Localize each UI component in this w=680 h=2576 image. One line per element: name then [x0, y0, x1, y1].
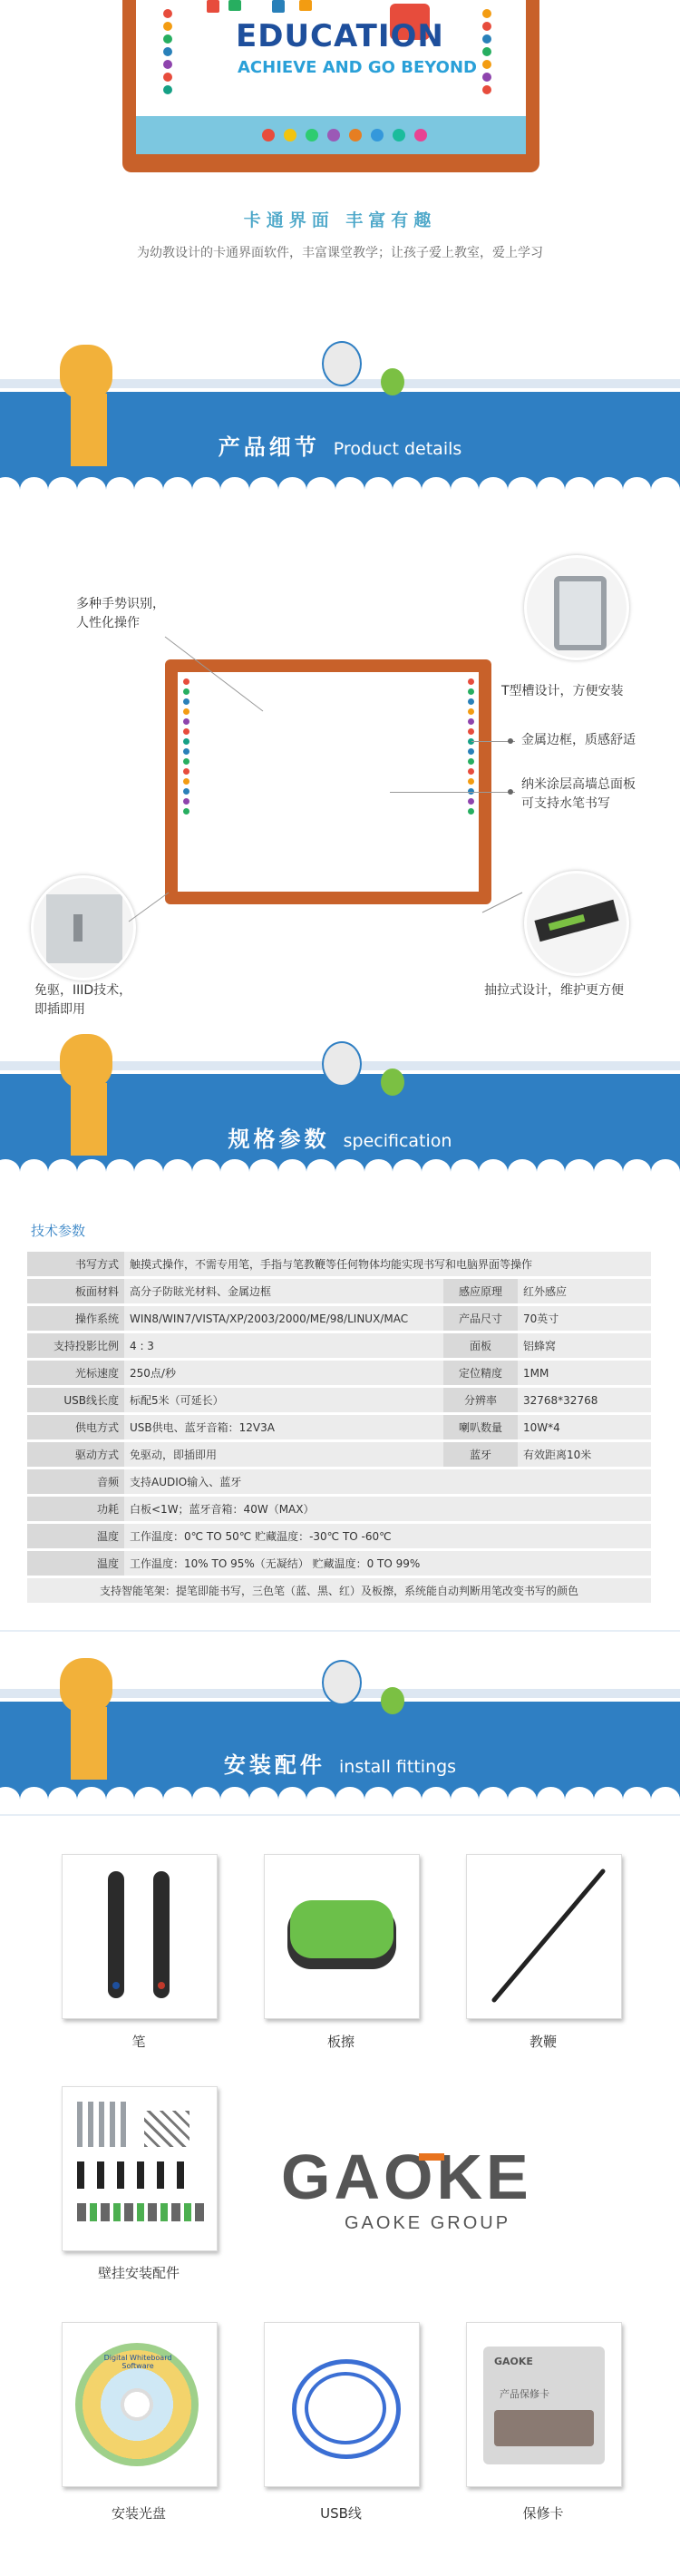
balloon-icon [381, 1687, 404, 1714]
callout-tslot: T型槽设计，方便安装 [501, 684, 624, 698]
section-title-en: specification [343, 1131, 452, 1151]
spec-key: 喇叭数量 [443, 1414, 518, 1441]
hero-letter-block [299, 0, 312, 11]
spec-heading: 技术参数 [31, 1223, 86, 1239]
spec-value: 70英寸 [518, 1305, 651, 1332]
spec-key: 分辨率 [443, 1387, 518, 1414]
fitting-mount-card [62, 2086, 218, 2251]
spec-value: 标配5米（可延长） [124, 1387, 443, 1414]
spec-key: 书写方式 [27, 1252, 124, 1278]
spec-key: 面板 [443, 1332, 518, 1360]
spec-key: 供电方式 [27, 1414, 124, 1441]
leader-line [390, 792, 515, 793]
spec-row [27, 1523, 651, 1550]
hero-letter-block [228, 0, 241, 11]
brand-subtitle: GAOKE GROUP [345, 2213, 511, 2233]
spec-key: 温度 [27, 1523, 124, 1550]
balloon-icon [322, 341, 362, 386]
callout-metal: 金属边框，质感舒适 [521, 733, 636, 747]
leader-line [127, 889, 172, 925]
spec-key: 定位精度 [443, 1360, 518, 1387]
section-title-detail [0, 429, 680, 461]
fitting-eraser-card [264, 1854, 420, 2019]
spec-value: 32768*32768 [518, 1387, 651, 1414]
spec-key: USB线长度 [27, 1387, 124, 1414]
hero-slogan-sub: 为幼教设计的卡通界面软件，丰富课堂教学；让孩子爱上教室，爱上学习 [137, 246, 543, 260]
brand-logo-accent [419, 2153, 444, 2200]
balloon-icon [381, 1068, 404, 1096]
spec-row [27, 1414, 651, 1441]
hero-slogan: 卡通界面 丰富有趣 [243, 210, 437, 230]
spec-value: 高分子防眩光材料、金属边框 [124, 1278, 443, 1305]
leader-line [481, 889, 526, 916]
spec-key: 产品尺寸 [443, 1305, 518, 1332]
leader-dot [508, 738, 513, 744]
fitting-usb-label: USB线 [320, 2505, 362, 2522]
spec-value: 免驱动，即插即用 [124, 1441, 443, 1469]
fitting-pointer-card [466, 1854, 622, 2019]
spec-key: 温度 [27, 1550, 124, 1577]
spec-value: 10W*4 [518, 1414, 651, 1441]
spec-row [27, 1387, 651, 1414]
spec-key: 感应原理 [443, 1278, 518, 1305]
section-title-fittings [0, 1747, 680, 1779]
spec-value: WIN8/WIN7/VISTA/XP/2003/2000/ME/98/LINUX/MAC [124, 1305, 443, 1332]
spec-value: 工作温度：10% TO 95%（无凝结） 贮藏温度：0 TO 99% [124, 1550, 651, 1577]
spec-key: 驱动方式 [27, 1441, 124, 1469]
spec-table [27, 1252, 651, 1605]
spec-value: USB供电、蓝牙音箱：12V3A [124, 1414, 443, 1441]
spec-row [27, 1441, 651, 1469]
callout-drive: 免驱，IIID技术， 即插即用 [34, 983, 132, 1017]
section-title-cn: 产品细节 [218, 434, 320, 460]
spec-key: 操作系统 [27, 1305, 124, 1332]
fitting-pen-label: 笔 [131, 2034, 146, 2050]
fitting-warranty-card [466, 2322, 622, 2487]
spec-value: 触摸式操作，不需专用笔，手指与笔教鞭等任何物体均能实现书写和电脑界面等操作 [124, 1252, 651, 1278]
brand-logo: GAOKE [281, 2142, 532, 2212]
spec-value: 有效距离10米 [518, 1441, 651, 1469]
fitting-pointer-label: 教鞭 [529, 2034, 557, 2050]
spec-value: 白板<1W；蓝牙音箱：40W（MAX） [124, 1496, 651, 1523]
spec-value: 铝蜂窝 [518, 1332, 651, 1360]
hero-right-toolbar [479, 5, 495, 114]
drawer-closeup-image [524, 871, 629, 976]
fitting-usb-card [264, 2322, 420, 2487]
section-title-cn: 规格参数 [228, 1127, 330, 1152]
callout-drawer: 抽拉式设计，维护更方便 [484, 983, 624, 998]
spec-row [27, 1252, 651, 1278]
fitting-eraser-label: 板擦 [326, 2034, 355, 2050]
balloon-icon [381, 368, 404, 395]
warranty-card-text: 产品保修卡 [500, 2388, 549, 2400]
fitting-pen-card [62, 1854, 218, 2019]
hero-color-dots [172, 123, 517, 147]
section-title-cn: 安装配件 [223, 1752, 325, 1778]
spec-row [27, 1577, 651, 1605]
hero-letter-block [207, 0, 219, 13]
tslot-closeup-image [524, 555, 629, 660]
warranty-brand: GAOKE [494, 2356, 533, 2367]
fitting-warranty-label: 保修卡 [522, 2505, 564, 2522]
spec-row [27, 1496, 651, 1523]
spec-value: 1MM [518, 1360, 651, 1387]
balloon-icon [322, 1041, 362, 1087]
spec-value: 支持AUDIO输入、蓝牙 [124, 1469, 651, 1496]
spec-key: 板面材料 [27, 1278, 124, 1305]
cd-label: Digital Whiteboard Software [103, 2354, 172, 2370]
whiteboard-right-toolbar [464, 675, 477, 889]
hero-headline: EDUCATION [236, 18, 444, 54]
usb-port-closeup-image [31, 875, 136, 981]
callout-nano: 纳米涂层高墙总面板 可支持水笔书写 [521, 777, 636, 811]
section-title-spec [0, 1121, 680, 1153]
spec-row [27, 1332, 651, 1360]
hero-letter-block [272, 0, 285, 13]
spec-value: 4 : 3 [124, 1332, 443, 1360]
spec-key: 支持投影比例 [27, 1332, 124, 1360]
spec-row [27, 1305, 651, 1332]
callout-gesture: 多种手势识别， 人性化操作 [76, 597, 165, 630]
leader-dot [508, 789, 513, 795]
balloon-icon [322, 1660, 362, 1705]
spec-cell: 支持智能笔架：提笔即能书写，三色笔（蓝、黑、红）及板擦，系统能自动判断用笔改变书写的颜色 [27, 1577, 651, 1605]
pointer-stick-icon [467, 1855, 621, 2018]
spec-row [27, 1469, 651, 1496]
fitting-mount-label: 壁挂安装配件 [97, 2265, 180, 2281]
spec-value: 250点/秒 [124, 1360, 443, 1387]
spec-value: 工作温度：0℃ TO 50℃ 贮藏温度：-30℃ TO -60℃ [124, 1523, 651, 1550]
spec-key: 功耗 [27, 1496, 124, 1523]
section-divider [0, 1814, 680, 1816]
spec-key: 光标速度 [27, 1360, 124, 1387]
section-divider [0, 1630, 680, 1632]
spec-row [27, 1550, 651, 1577]
hero-left-toolbar [160, 5, 176, 114]
spec-row [27, 1278, 651, 1305]
spec-value: 红外感应 [518, 1278, 651, 1305]
spec-row [27, 1360, 651, 1387]
fitting-cd-card [62, 2322, 218, 2487]
section-title-en: install fittings [339, 1757, 457, 1777]
section-title-en: Product details [333, 439, 462, 459]
spec-key: 音频 [27, 1469, 124, 1496]
fitting-cd-label: 安装光盘 [111, 2505, 166, 2522]
spec-key: 蓝牙 [443, 1441, 518, 1469]
leader-line [163, 635, 272, 717]
hero-tagline: ACHIEVE AND GO BEYOND [238, 58, 477, 77]
